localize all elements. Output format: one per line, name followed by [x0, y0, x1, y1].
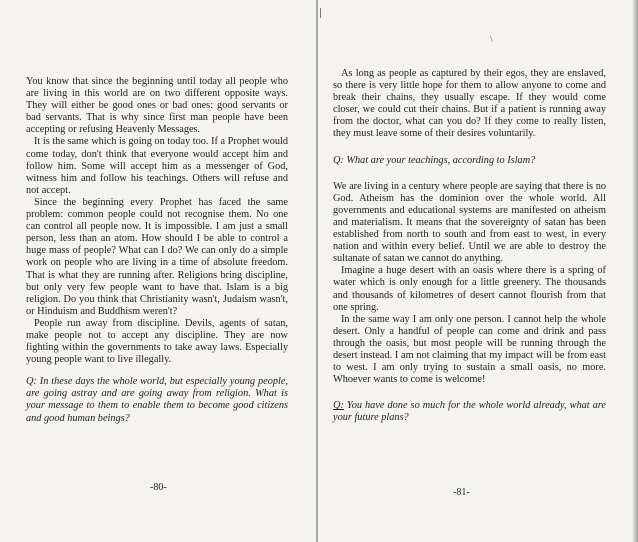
right-page-text [333, 68, 606, 424]
question-lead: Q: [333, 400, 344, 412]
book-gutter [316, 0, 318, 542]
question-text: You have done so much for the whole world already, what are your future plans? [333, 400, 606, 424]
question [333, 400, 606, 424]
gutter-mark [320, 8, 327, 18]
paragraph: People run away from discipline. Devils, agents of satan, make people not to accept any discipline. They are now fighting within the governments to take away laws. Especially young people want to live illegally. [26, 317, 288, 366]
page-edge-shadow [632, 0, 638, 542]
question: Q: In these days the whole world, but especially young people, are going astray and are going away from religion. What is your message to them to enable them to become good citizens and good human beings? [26, 376, 288, 424]
paragraph: In the same way I am only one person. I cannot help the whole desert. Only a handful of people can come and drink and pass through the oasis, but most people will be running through the desert instead. I am not claiming that my impact will be from east to west. I am only trying to sustain a small oasis, no more. Whoever wants to come is welcome! [333, 313, 606, 386]
paragraph: We are living in a century where people are saying that there is no God. Atheism has the dominion over the whole world. All governments and educational systems are manifested on atheism and materialism. It means that the sovereignty of satan has been established from north to south and from east to west, in every nation and within every belief. Until we are able to destroy the sultanate of satan we cannot do anything. [333, 180, 606, 265]
paragraph: It is the same which is going on today too. If a Prophet would come today, don't think that everyone would accept him and follow him. Some will accept him as a messenger of God, witness him and follow his teachings. Others will refuse and not accept. [26, 136, 288, 196]
left-page-text [26, 76, 288, 425]
paragraph: As long as people as captured by their egos, they are enslaved, so there is very little hope for them to allow anyone to come and break their chains, they usually escape. If they would come closer, we could cut their chains. But if a patient is running away from the doctor, what can you do? If they come to really listen, they must leave some of their desires voluntarily. [333, 68, 606, 140]
stray-mark: \ [490, 34, 493, 44]
paragraph: Since the beginning every Prophet has faced the same problem: common people could not recognise them. No one can control all people now. It is impossible. I am just a small person, less than an atom. How should I be able to control a huge mass of people? What can I do? We can only do a simple work on people who are living in a time of absolute freedom. That is what they are running after. Religions bring discipline, but only very few people want to have that. Islam is a big religion. Do you think that Christianity wasn't, Judaism wasn't, or Hinduism and Buddhism weren't? [26, 196, 288, 317]
paragraph: You know that since the beginning until today all people who are living in this world are on two different opposite ways. They will either be good ones or bad ones: good servants or bad servants. That is why since first man people have been accepting or refusing Heavenly Messages. [26, 76, 288, 136]
question: Q: What are your teachings, according to Islam? [333, 154, 536, 166]
page-number-left: -80- [150, 482, 167, 493]
paragraph: Imagine a huge desert with an oasis where there is a spring of water which is only enough for a little greenery. The thousands and thousands of kilometres of desert cannot flourish from that one spring. [333, 265, 606, 313]
page-number-right: -81- [453, 487, 470, 498]
